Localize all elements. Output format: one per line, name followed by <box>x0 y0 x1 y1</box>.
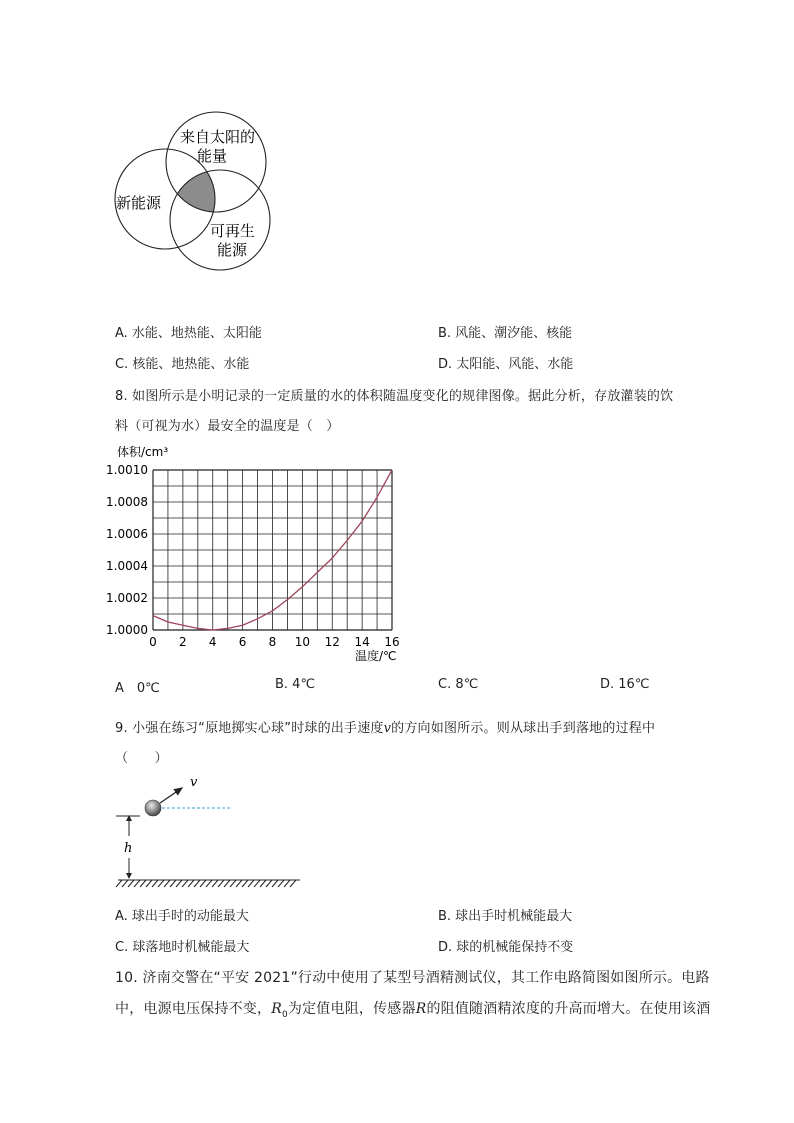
ground-hatch-line <box>182 880 188 887</box>
ground-hatch-line <box>218 880 224 887</box>
ball <box>145 800 161 816</box>
chart-x-tick-label: 8 <box>268 635 277 649</box>
q8-option-a: A 0℃ <box>115 681 160 696</box>
q8-stem-line2: 料（可视为水）最安全的温度是（ ） <box>115 419 340 434</box>
q10-line1: 10. 济南交警在“平安 2021”行动中使用了某型号酒精测试仪，其工作电路简图如图所示。电路 <box>115 970 710 986</box>
q8-option-c: C. 8℃ <box>438 677 479 692</box>
q9-stem-v: v <box>383 721 392 736</box>
q9-stem-text-b: 的方向如图所示。则从球出手到落地的过程中 <box>391 721 656 736</box>
venn-label-renewable-1: 可再生 <box>210 222 256 240</box>
q9-option-b: B. 球出手时机械能最大 <box>438 909 573 924</box>
ground-hatch-line <box>140 880 146 887</box>
ground-hatch-line <box>260 880 266 887</box>
ground-hatch-line <box>176 880 182 887</box>
chart-x-tick-label: 0 <box>149 635 157 649</box>
q9-stem-line2: （ ） <box>115 751 168 766</box>
chart-y-tick-label: 1.0002 <box>106 591 148 605</box>
volume-temperature-chart <box>105 440 415 670</box>
ground-hatch-line <box>230 880 236 887</box>
q7-option-d: D. 太阳能、风能、水能 <box>438 357 574 372</box>
q9-option-d: D. 球的机械能保持不变 <box>438 940 574 955</box>
chart-xlabel: 温度/℃ <box>355 649 397 663</box>
ground-hatch-line <box>278 880 284 887</box>
ground-hatch-line <box>248 880 254 887</box>
ground-hatch-line <box>224 880 230 887</box>
throw-diagram <box>110 770 310 890</box>
chart-y-tick-label: 1.0004 <box>106 559 148 573</box>
ground-hatch-line <box>254 880 260 887</box>
ground-hatch-line <box>128 880 134 887</box>
ground-hatch-line <box>164 880 170 887</box>
ground-hatching <box>116 880 296 887</box>
chart-x-tick-label: 14 <box>354 635 370 649</box>
chart-y-tick-label: 1.0010 <box>106 463 148 477</box>
velocity-label: v <box>190 775 198 790</box>
q10-text-c: 的阻值随酒精浓度的升高而增大。在使用该酒 <box>426 1001 711 1017</box>
q8-option-b: B. 4℃ <box>275 677 316 692</box>
chart-y-tick-label: 1.0006 <box>106 527 148 541</box>
height-label: h <box>124 841 133 856</box>
ground-hatch-line <box>242 880 248 887</box>
venn-label-solar-1: 来自太阳的 <box>180 128 256 146</box>
ground-hatch-line <box>272 880 278 887</box>
q8-option-d: D. 16℃ <box>600 677 650 692</box>
q10-r0: R <box>271 1001 282 1017</box>
chart-x-tick-label: 12 <box>324 635 340 649</box>
q10-line2 <box>115 998 710 1020</box>
q10-text-a: 中，电源电压保持不变， <box>115 1001 272 1017</box>
q9-option-a: A. 球出手时的动能最大 <box>115 909 249 924</box>
venn-label-solar-2: 能量 <box>197 147 228 165</box>
ground-hatch-line <box>266 880 272 887</box>
chart-y-tick-label: 1.0008 <box>106 495 148 509</box>
q8-stem-line1: 8. 如图所示是小明记录的一定质量的水的体积随温度变化的规律图像。据此分析，存放灌装的饮 <box>115 389 674 404</box>
ground-hatch-line <box>212 880 218 887</box>
q9-stem-text-a: 9. 小强在练习“原地掷实心球”时球的出手速度 <box>115 721 384 736</box>
chart-x-tick-label: 10 <box>294 635 311 649</box>
chart-x-tick-label: 6 <box>238 635 247 649</box>
venn-diagram <box>100 95 290 280</box>
chart-x-tick-label: 16 <box>384 635 400 649</box>
ground-hatch-line <box>158 880 164 887</box>
chart-x-tick-label: 2 <box>179 635 187 649</box>
ground-hatch-line <box>236 880 242 887</box>
venn-label-new: 新能源 <box>116 194 162 212</box>
q9-option-c: C. 球落地时机械能最大 <box>115 940 250 955</box>
q7-option-a: A. 水能、地热能、太阳能 <box>115 326 262 341</box>
ground-hatch-line <box>194 880 200 887</box>
venn-label-renewable-2: 能源 <box>217 241 248 259</box>
chart-y-tick-label: 1.0000 <box>106 623 148 637</box>
ground-hatch-line <box>206 880 212 887</box>
ground-hatch-line <box>134 880 140 887</box>
chart-x-tick-label: 4 <box>208 635 217 649</box>
ground-hatch-line <box>170 880 176 887</box>
chart-ylabel: 体积/cm³ <box>117 445 169 459</box>
velocity-arrow <box>160 788 182 803</box>
ground-hatch-line <box>152 880 158 887</box>
ground-hatch-line <box>200 880 206 887</box>
q10-text-b: 为定值电阻，传感器 <box>287 1001 416 1017</box>
ground-hatch-line <box>116 880 122 887</box>
ground-hatch-line <box>188 880 194 887</box>
q10-r: R <box>415 1001 427 1017</box>
q10-r0-sub: 0 <box>281 1009 288 1020</box>
q9-stem-line1 <box>115 717 655 736</box>
ground-hatch-line <box>146 880 152 887</box>
q7-option-c: C. 核能、地热能、水能 <box>115 357 250 372</box>
ground-hatch-line <box>290 880 296 887</box>
ground-hatch-line <box>122 880 128 887</box>
ground-hatch-line <box>284 880 290 887</box>
q7-option-b: B. 风能、潮汐能、核能 <box>438 326 573 341</box>
